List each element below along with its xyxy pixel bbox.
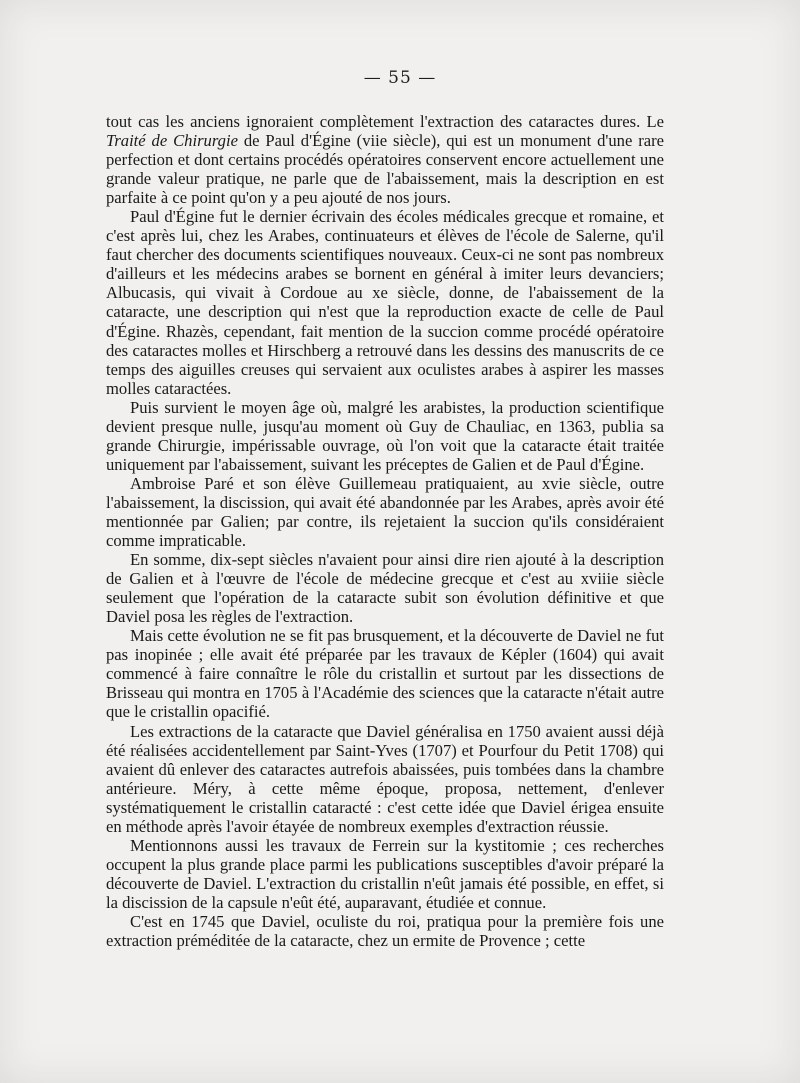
paragraph-3: Puis survient le moyen âge où, malgré les arabistes, la production scientifique devient presque nulle, jusqu'au moment où Guy de Chauliac, en 1363, publia sa grande Chirurgie, impérissable ouvrage, où l'on voit que la cataracte était traitée uniquement par l'abaissement, suivant les préceptes de Galien et de Paul d'Égine. xyxy=(106,397,664,474)
book-title-italic: Traité de Chirurgie xyxy=(106,131,238,151)
paragraph-6: Mais cette évolution ne se fit pas brusquement, et la découverte de Daviel ne fut pas inopinée ; elle avait été préparée par les travaux de Képler (1604) qui avait commencé à faire connaître le rôle du cristallin et surtout par les dissections de Brisseau qui montra en 1705 à l'Académie des sciences que la cataracte n'était autre que le cristallin opacifié. xyxy=(106,626,664,722)
paragraph-1 xyxy=(106,112,664,207)
paragraph-4: Ambroise Paré et son élève Guillemeau pratiquaient, au xvie siècle, outre l'abaissement, la discission, qui avait été abandonnée par les Arabes, après avoir été mentionnée par Galien; par contre, ils rejetaient la succion qu'ils considéraient comme impraticable. xyxy=(106,473,664,551)
paragraph-8: Mentionnons aussi les travaux de Ferrein sur la kystitomie ; ces recherches occupent la plus grande place parmi les publications susceptibles d'avoir préparé la découverte de Daviel. L'extraction du cristallin n'eût jamais été possible, en effet, si la discission de la capsule n'eût été, auparavant, étudiée et connue. xyxy=(106,835,664,912)
page-number: — 55 — xyxy=(363,68,437,88)
paragraph-9: C'est en 1745 que Daviel, oculiste du roi, pratiqua pour la première fois une extraction préméditée de la cataracte, chez un ermite de Provence ; cette xyxy=(106,911,664,951)
paragraph-7: Les extractions de la cataracte que Daviel généralisa en 1750 avaient aussi déjà été réalisées accidentellement par Saint-Yves (1707) et Pourfour du Petit 1708) qui avaient dû enlever des cataractes autrefois abaissées, puis tombées dans la chambre antérieure. Méry, à cette même époque, proposa, nettement, d'enlever systématiquement le cristallin cataracté : c'est cette idée que Daviel érigea ensuite en méthode après l'avoir étayée de nombreux exemples d'extraction réussie. xyxy=(106,721,664,836)
paragraph-1-rest: de Paul d'Égine (viie siècle), qui est un monument d'une rare perfection et dont certains procédés opératoires conservent encore actuellement une grande valeur pratique, ne parle que de l'abaissement, mais la description en est parfaite à ce point qu'on y a peu ajouté de nos jours. xyxy=(106,131,664,208)
paragraph-5: En somme, dix-sept siècles n'avaient pour ainsi dire rien ajouté à la description de Galien et à l'œuvre de l'école de médecine grecque et c'est au xviiie siècle seulement que l'opération de la cataracte subit son évolution définitive et que Daviel posa les règles de l'extraction. xyxy=(106,550,664,627)
paragraph-2: Paul d'Égine fut le dernier écrivain des écoles médicales grecque et romaine, et c'est après lui, chez les Arabes, continuateurs et élèves de l'école de Salerne, qu'il faut chercher des documents scientifiques nouveaux. Ceux-ci ne sont pas nombreux d'ailleurs et les médecins arabes se bornent en général à imiter leurs devanciers; Albucasis, qui vivait à Cordoue au xe siècle, donne, de l'abaissement de la cataracte, une description qui n'est que la reproduction exacte de celle de Paul d'Égine. Rhazès, cependant, fait mention de la succion comme procédé opératoire des cataractes molles et Hirschberg a retrouvé dans les dessins des manuscrits de ce temps des aiguilles creuses qui servaient aux oculistes arabes à aspirer les masses molles cataractées. xyxy=(106,207,664,398)
paragraph-1-lead: tout cas les anciens ignoraient complètement l'extraction des cataractes dures. Le xyxy=(106,112,664,131)
body-text xyxy=(106,112,664,950)
